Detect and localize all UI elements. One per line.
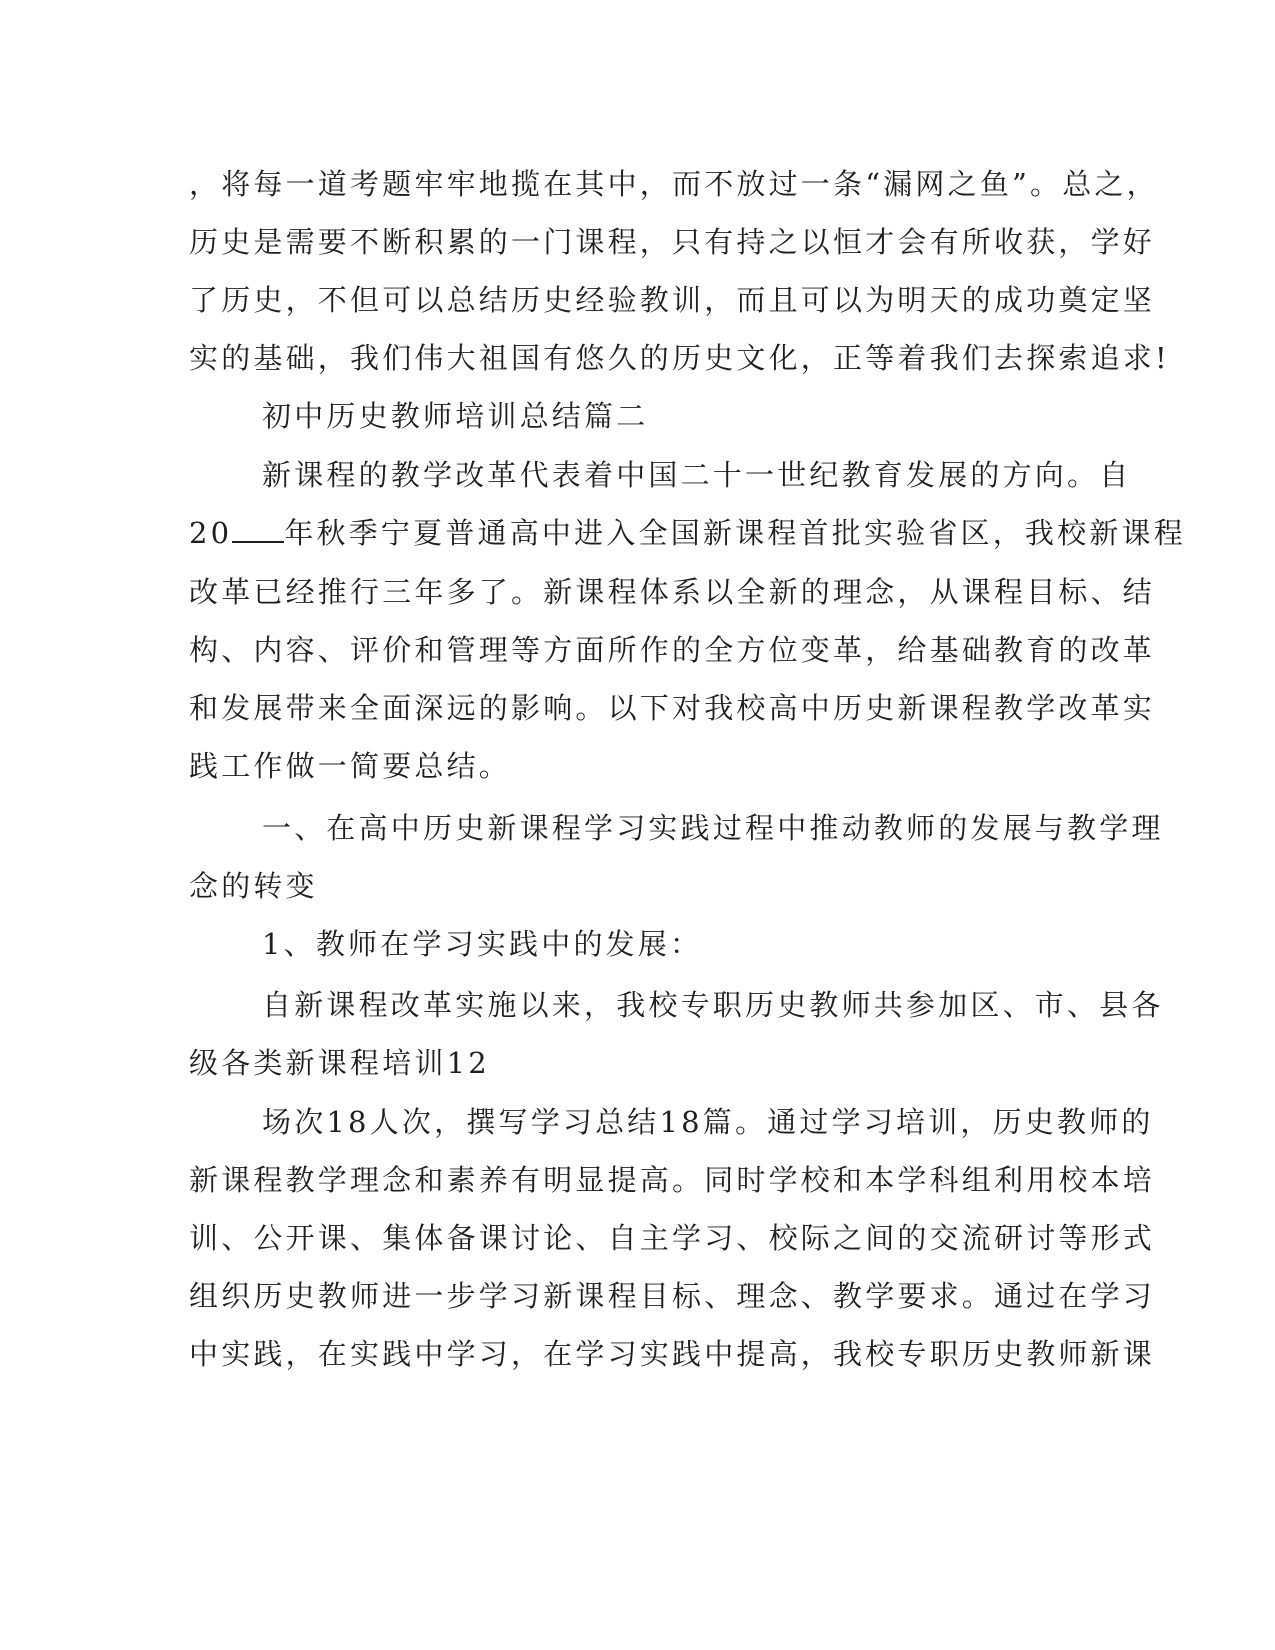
year-prefix: 20 bbox=[189, 516, 233, 550]
text-line: 一、在高中历史新课程学习实践过程中推动教师的发展与教学理 bbox=[262, 811, 1164, 845]
text-line: 实的基础，我们伟大祖国有悠久的历史文化，正等着我们去探索追求! bbox=[189, 341, 1170, 375]
text-line: 新课程教学理念和素养有明显提高。同时学校和本学科组利用校本培 bbox=[189, 1163, 1156, 1197]
text-line: 级各类新课程培训12 bbox=[189, 1046, 490, 1080]
text-line: 和发展带来全面深远的影响。以下对我校高中历史新课程教学改革实 bbox=[189, 691, 1156, 725]
fill-in-blank bbox=[232, 515, 284, 543]
year-rest: 年秋季宁夏普通高中进入全国新课程首批实验省区，我校新课程 bbox=[284, 516, 1186, 550]
text-line: 组织历史教师进一步学习新课程目标、理念、教学要求。通过在学习 bbox=[189, 1279, 1156, 1313]
text-line: 念的转变 bbox=[189, 869, 318, 903]
text-line: 训、公开课、集体备课讨论、自主学习、校际之间的交流研讨等形式 bbox=[189, 1221, 1156, 1255]
text-line: 了历史，不但可以总结历史经验教训，而且可以为明天的成功奠定坚 bbox=[189, 283, 1156, 317]
text-line: 改革已经推行三年多了。新课程体系以全新的理念，从课程目标、结 bbox=[189, 575, 1156, 609]
text-line: 践工作做一简要总结。 bbox=[189, 749, 512, 783]
subheading: 1、教师在学习实践中的发展： bbox=[262, 927, 703, 961]
text-line bbox=[189, 513, 1186, 553]
text-line: ，将每一道考题牢牢地揽在其中，而不放过一条“漏网之鱼”。总之， bbox=[189, 167, 1159, 201]
text-line: 构、内容、评价和管理等方面所作的全方位变革，给基础教育的改革 bbox=[189, 633, 1156, 667]
text-line: 中实践，在实践中学习，在学习实践中提高，我校专职历史教师新课 bbox=[189, 1337, 1156, 1371]
text-line: 新课程的教学改革代表着中国二十一世纪教育发展的方向。自 bbox=[262, 458, 1132, 492]
text-line: 历史是需要不断积累的一门课程，只有持之以恒才会有所收获，学好 bbox=[189, 225, 1156, 259]
text-line: 自新课程改革实施以来，我校专职历史教师共参加区、市、县各 bbox=[262, 988, 1164, 1022]
text-line: 场次18人次，撰写学习总结18篇。通过学习培训，历史教师的 bbox=[262, 1105, 1154, 1139]
section-heading: 初中历史教师培训总结篇二 bbox=[262, 399, 649, 433]
